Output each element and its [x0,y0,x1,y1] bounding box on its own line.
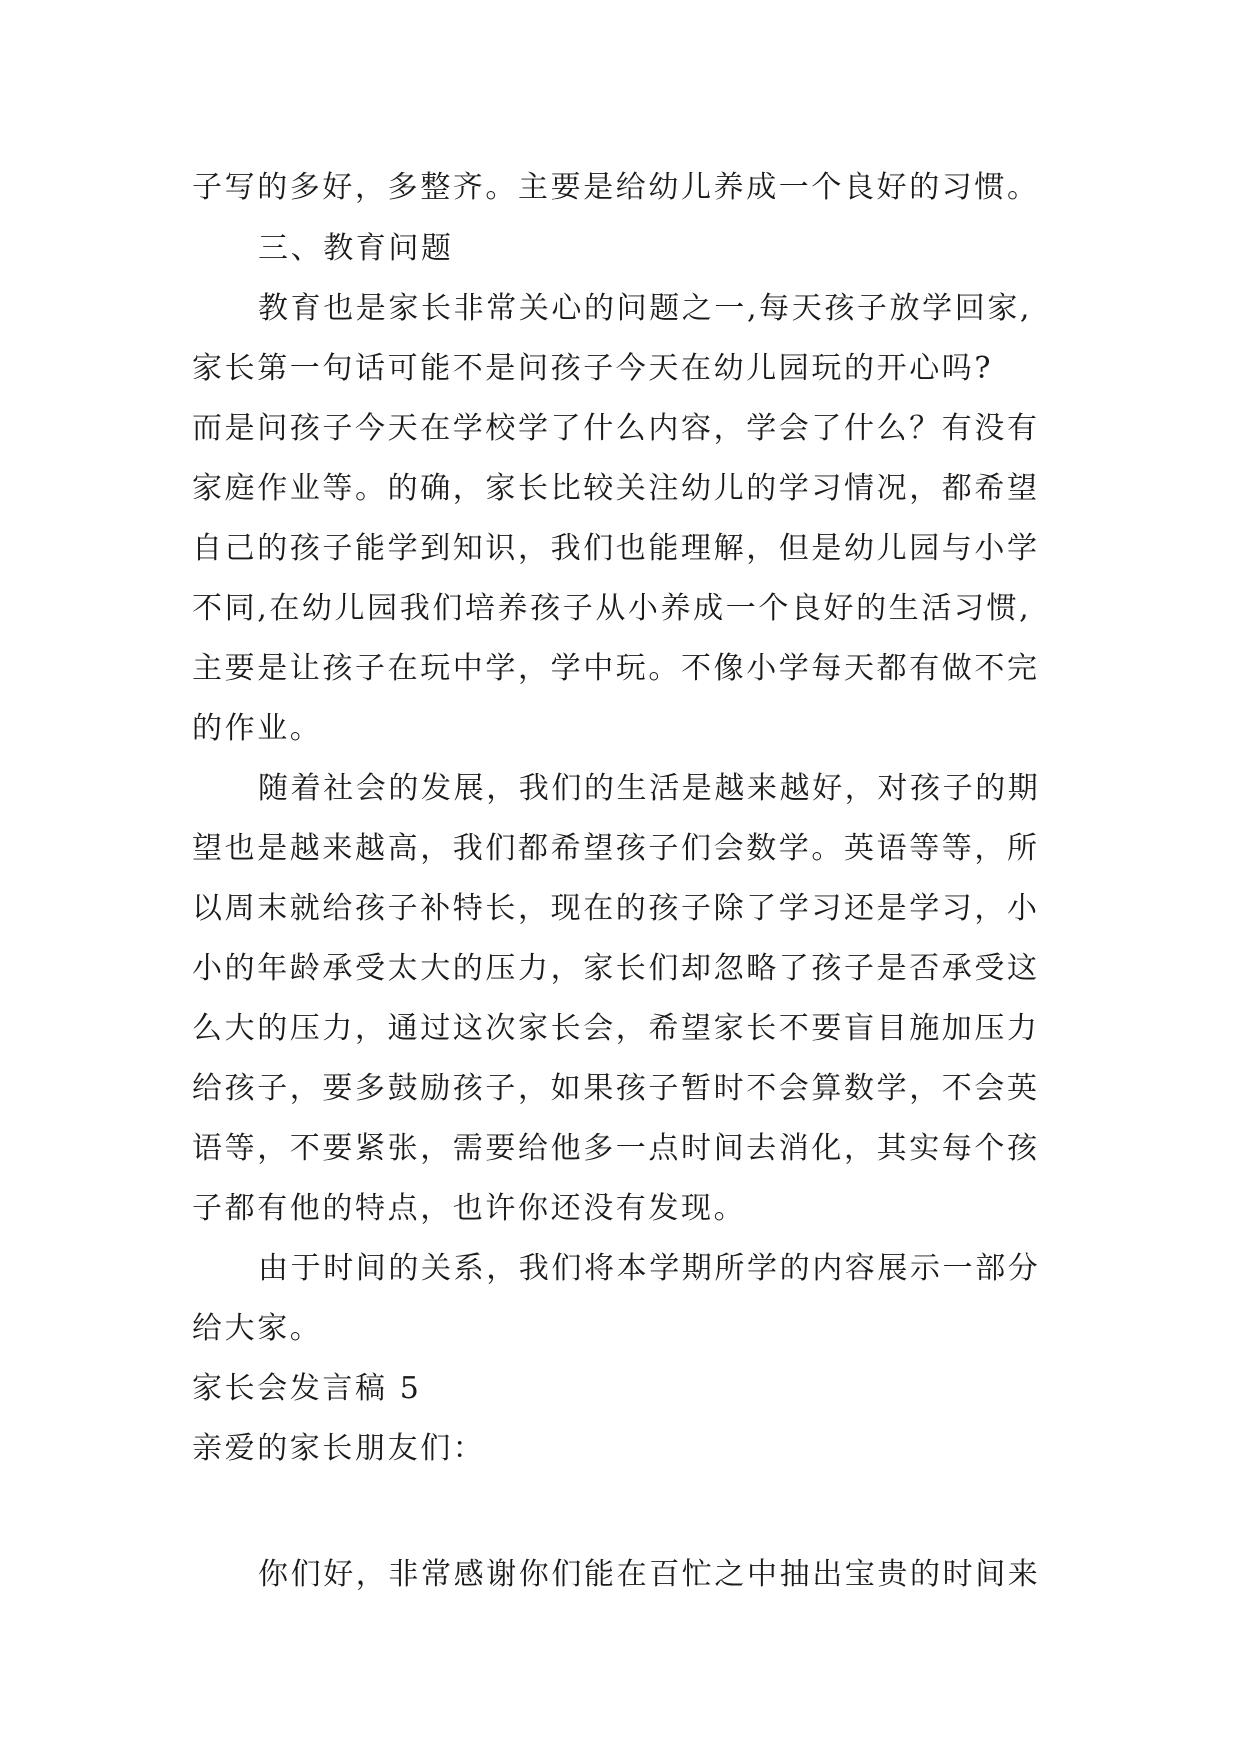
text-line: 而是问孩子今天在学校学了什么内容，学会了什么？有没有 [192,411,1040,446]
section-heading: 三、教育问题 [258,231,454,266]
text-line: 你们好，非常感谢你们能在百忙之中抽出宝贵的时间来 [258,1557,1041,1592]
text-line: 给孩子，要多鼓励孩子，如果孩子暂时不会算数学，不会英 [192,1071,1040,1106]
text-line: 随着社会的发展，我们的生活是越来越好，对孩子的期 [258,771,1041,806]
text-line: 自己的孩子能学到知识，我们也能理解，但是幼儿园与小学 [192,531,1040,566]
text-line: 么大的压力，通过这次家长会，希望家长不要盲目施加压力 [192,1011,1040,1046]
text-line: 教育也是家长非常关心的问题之一,每天孩子放学回家, [258,291,1033,326]
text-line: 小的年龄承受太大的压力，家长们却忽略了孩子是否承受这 [192,951,1040,986]
text-line: 不同,在幼儿园我们培养孩子从小养成一个良好的生活习惯, [192,591,1032,626]
document-title: 家长会发言稿 5 [192,1371,422,1406]
salutation: 亲爱的家长朋友们： [192,1431,486,1466]
text-line: 给大家。 [192,1311,323,1346]
text-line: 家长第一句话可能不是问孩子今天在幼儿园玩的开心吗? [192,351,994,386]
text-line: 子写的多好，多整齐。主要是给幼儿养成一个良好的习惯。 [192,170,1040,205]
text-line: 由于时间的关系，我们将本学期所学的内容展示一部分 [258,1251,1041,1286]
text-line: 语等，不要紧张，需要给他多一点时间去消化，其实每个孩 [192,1131,1040,1166]
text-line: 主要是让孩子在玩中学，学中玩。不像小学每天都有做不完 [192,651,1040,686]
text-line: 的作业。 [192,711,323,746]
text-line: 望也是越来越高，我们都希望孩子们会数学。英语等等，所 [192,831,1040,866]
text-line: 家庭作业等。的确，家长比较关注幼儿的学习情况，都希望 [192,471,1040,506]
text-line: 以周末就给孩子补特长，现在的孩子除了学习还是学习，小 [192,891,1040,926]
text-line: 子都有他的特点，也许你还没有发现。 [192,1191,747,1226]
